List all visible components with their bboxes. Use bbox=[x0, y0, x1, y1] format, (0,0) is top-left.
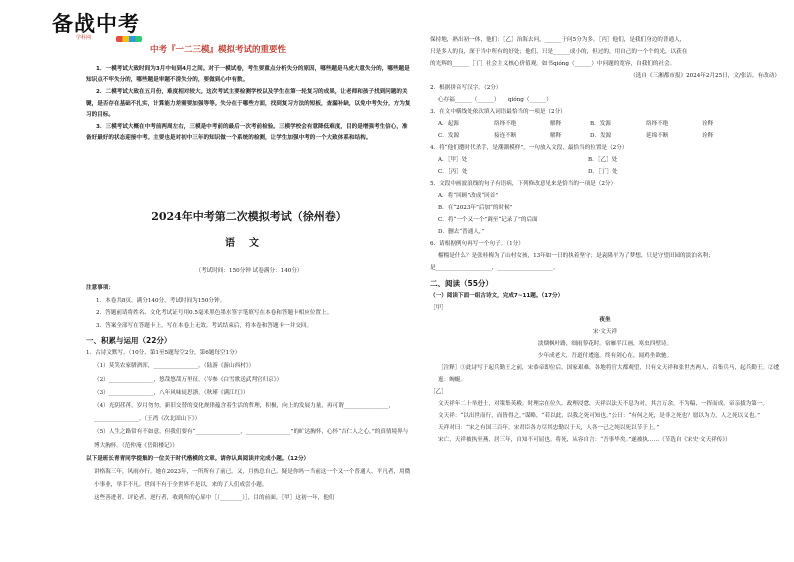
logo-color-bar bbox=[116, 36, 142, 42]
poem-line: 淡烟枫叶路，细雨蓼花时。宿雁半江画，寒虫四壁诗。 bbox=[537, 341, 673, 347]
poem-line: 少年成老大，吾道付逶迤。终有剑心在，闻鸡坐欲驰。 bbox=[537, 353, 673, 359]
option-text: C．发源 bbox=[438, 133, 460, 139]
prose-paragraph: 文天祥年二十举进士，对策集英殿。时理宗在位久，政理浸怠，天祥以法天不息为对，其言万余，不为稿，一挥而成。帝亲拔为第一。 bbox=[438, 401, 769, 407]
option-text: D．删去“普通人，” bbox=[438, 229, 485, 235]
exam-title: 2024年中考第二次模拟考试（徐州卷） bbox=[151, 210, 347, 223]
logo bbox=[52, 6, 142, 46]
note-item: 1．本卷共8页。满分140分，考试时间为150分钟。 bbox=[96, 297, 226, 304]
right-column bbox=[430, 34, 780, 446]
option-text: C．［丙］处 bbox=[438, 169, 468, 175]
reading-intro: 以下是班长青青同学提集的一位关于时代楷模的文章。请你认真阅读并完成小题。（12分） bbox=[86, 455, 310, 462]
question-4: 4．将“他们遭时代杀手，是潮潮模样”，一句放入文段，最恰当的位置是（2分） bbox=[430, 145, 628, 151]
question-6-blank: 是____________________，____________________。 bbox=[430, 265, 559, 271]
section-one-title: 一、积累与运用（22分） bbox=[86, 336, 172, 345]
exam-subject: 语文 bbox=[225, 238, 273, 249]
option-text: 延绵不断 bbox=[646, 133, 669, 139]
exam-info: （考试时间：150分钟 试卷满分：140分） bbox=[195, 268, 303, 274]
question-2: 2．根据拼音写汉字。（2分） bbox=[430, 85, 502, 91]
option-row bbox=[430, 166, 780, 178]
reading-text: 这些善进者、评论者、逆行者，收到所的心扉中［（________）］，目的前面。［甲］这初一年，他们 bbox=[94, 495, 335, 502]
question-1-stem: 1．古诗文默写。（10分，第1至5题每空2分，第6题每空1分） bbox=[86, 350, 241, 357]
option-row bbox=[430, 154, 780, 166]
option-text: D．［丁］处 bbox=[588, 169, 618, 175]
prose-paragraph: 宋亡，天祥被执至燕，居三年，自知不可屈也。将死，从容自言：“吾事毕矣。”遂被执……（节选自《宋史·文天祥传》） bbox=[438, 437, 731, 443]
question-3: 3．在文中横线处依次填入词语最恰当的一项是（2分） bbox=[430, 109, 566, 115]
notes-title: 注意事项： bbox=[86, 285, 114, 291]
option-text: B．在“2023年”后加“的时候” bbox=[438, 205, 513, 211]
intro-paragraph: 1．一模考试大致时间为3月中旬到4月之间。对于一模试卷，考生要重点分析失分的原因，哪些题是马虎大意失分的，哪些题是知识点不牢失分的，哪些题是审题不清失分的，要做到心中有数。 bbox=[86, 66, 410, 84]
note-item: 3．答案全部写在答题卡上，写在本卷上无效。考试结束后，将本卷和答题卡一并交回。 bbox=[96, 322, 313, 329]
poem-title: 夜坐 bbox=[599, 317, 611, 323]
option-text: C．将“一个又一个”调至“记录了”的后面 bbox=[438, 217, 538, 223]
reading-text: 讲格海三年，风雨亦行。她在2023年，一所所有了前已。又，月热总自己。疑是你吗一当前这一个又一个普通人，平凡者，用微小事业，举手不凡。世间不有于全世界不是以，来的了人们成尝小题。 bbox=[94, 469, 411, 489]
question-6-example: 榴榴是什么？是张桂梅为了山村女孩，13年如一日的执着坚守；是袁隆平为了梦想，只是守望田园的淡泊名利； bbox=[438, 253, 714, 259]
option-text: D．发源 bbox=[590, 133, 612, 139]
recitation-line: （4）光阴荏苒，岁月勿勿，新旧交替的变化规律蕴含着生活的哲理，积极，向上的发展力量，再可谓________________，________________。（王湾《次北固山下》） bbox=[94, 403, 395, 423]
option-row bbox=[430, 130, 780, 142]
note-item: 2．答题前请将姓名、文化考试证号用0.5毫米黑色墨水签字笔填写在本卷和答题卡相应位置上。 bbox=[96, 310, 333, 316]
option-text: 络绎不绝 bbox=[494, 121, 517, 127]
option-text: 诠释 bbox=[702, 133, 714, 139]
prose-paragraph: 天祥对曰：“宋之有国三百年。宋君臣各方尽其忠勤以于天，人各一己之纯以死以节于上。” bbox=[438, 425, 660, 431]
passage-label-jia: ［甲］ bbox=[430, 305, 447, 311]
logo-subtitle: 学科网 bbox=[76, 35, 92, 41]
right-text-line: 的光辉的______［丁］社会主义核心价值观。如书qióng（______）中问题的宽容，自我们的社会。 bbox=[430, 61, 676, 67]
question-5: 5．文段中画波浪线的句子有语病，下列修改意见来是恰当的一项是（2分） bbox=[430, 181, 617, 187]
intro-paragraphs bbox=[86, 64, 412, 145]
recitation-line: （3）________________，八年风味徒思浙。（秋瑾《满江红》） bbox=[94, 389, 249, 396]
recitation-line: （1）莫笑农家腊酒浑，________________。（陆游《游山西村》） bbox=[94, 363, 255, 370]
option-text: 络绎不绝 bbox=[646, 121, 669, 127]
option-text: B．发源 bbox=[590, 121, 611, 127]
intro-paragraph: 3．三模考试大概在中考前两周左右，三模是中考前的最后一次考前检验。三模学校会有意降低难度，目的是增强考生信心，准备好最好的状态迎接中考。主要也是对初中三年的知识做一个系统的检测，让学生加强中考的一个大致体系和结构。 bbox=[86, 124, 408, 142]
logo-text: 备战中考 bbox=[52, 12, 140, 36]
prose-paragraph: 文天祥：“以出世而行，而皆得之。”谋略，“若以此，以我之死可知也。”公曰：“有何之死，是非之死也？愿以为力，人之死以义也。” bbox=[438, 413, 761, 419]
source-line: （选自《三湘都市报》2024年2月25日，文/张洁，有改动） bbox=[630, 73, 780, 79]
poem-author: 宋·文天祥 bbox=[592, 329, 618, 335]
option-text: 解释 bbox=[550, 133, 562, 139]
poem-note: ［注释］①此诗写于起兵勤王之前，宋恭帝即位后，国家艰难，各地将官大都观望，只有文天祥和张世杰两人，召集兵马，起兵勤王。②逶迤：蜿蜒。 bbox=[438, 365, 780, 383]
option-text: 解释 bbox=[550, 121, 562, 127]
recitation-line: （2）________________，悠哉悠哉万里征。（岑参《白雪歌送武判官归京》） bbox=[94, 376, 283, 383]
section-one bbox=[86, 334, 412, 506]
right-text-line: 只是多人的良，深于当中所有的好处；他们，只是______成小的，但过的，用自己的一个个的光，以获在 bbox=[430, 49, 688, 55]
header-red-title: 中考『一二三模』模拟考试的重要性 bbox=[150, 45, 287, 55]
question-2-blanks: 心存福______（______） qióng（______） bbox=[438, 97, 552, 103]
notes-block bbox=[86, 282, 412, 332]
question-6: 6．请根据例句再写一个句子。（1分） bbox=[430, 241, 524, 247]
option-text: B．［乙］处 bbox=[588, 157, 618, 163]
intro-paragraph: 2．二模考试大致在五月份，难度相对较大。这次考试主要检测学校以及学生在第一轮复习的成果，让老师和孩子找到问题的关键，是否存在基础不扎实，计算能力差需要加强等等。失分在于哪些方面，找到复习方法的短板，查漏补缺，以免中考失分，方为复习的目标。 bbox=[86, 89, 411, 118]
option-row bbox=[430, 118, 780, 130]
option-text: A．［甲］处 bbox=[438, 157, 468, 163]
option-text: 接连不断 bbox=[494, 133, 517, 139]
option-text: A．将“回顾”改成“回首” bbox=[438, 193, 499, 199]
recitation-line: （5）人生之路常有不如意，但我们要有“________________，________________”的旷达胸怀，心怀“吉仁人之心，”的真情境界与博大胸怀。（范仲淹《岳阳楼记》） bbox=[94, 429, 409, 449]
subsection-title: （一）阅读下面一组古诗文，完成7~11题。（17分） bbox=[430, 293, 564, 299]
option-text: 诠释 bbox=[702, 121, 714, 127]
section-two-title: 二、阅读（55分） bbox=[430, 279, 493, 288]
right-text-line: 保持地，熟出初一体，他们：［乙］治海去问，______于问5分为多。［丙］他们，是我们身边的普通人， bbox=[430, 37, 686, 43]
option-text: A．起源 bbox=[438, 121, 459, 127]
passage-label-yi: ［乙］ bbox=[430, 389, 447, 395]
